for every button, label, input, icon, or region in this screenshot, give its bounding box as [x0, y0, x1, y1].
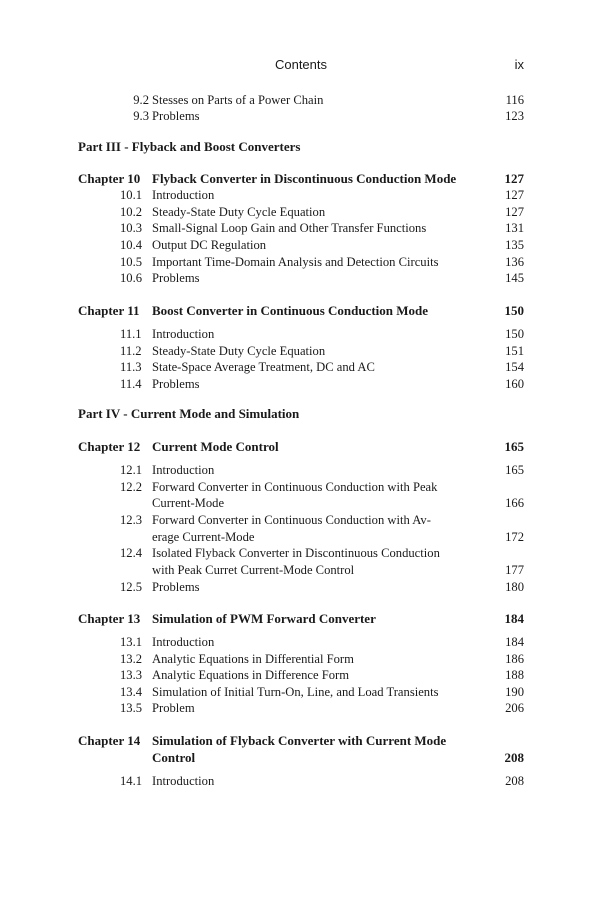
section-number: 12.2	[120, 480, 143, 494]
section-page: 123	[505, 109, 524, 123]
section-title: Steady-State Duty Cycle Equation	[152, 205, 326, 219]
section-title: Problems	[152, 271, 200, 285]
section-page: 190	[505, 685, 524, 699]
section-number: 13.3	[120, 668, 143, 682]
section-title: Analytic Equations in Differential Form	[152, 652, 354, 666]
section-number: 12.3	[120, 513, 143, 527]
header-title: Contents	[274, 57, 328, 72]
section-page: 136	[505, 255, 524, 269]
page-header	[78, 57, 524, 75]
section-title: Forward Converter in Continuous Conduction with Peak	[152, 480, 438, 494]
chapter-title: Simulation of PWM Forward Converter	[152, 611, 376, 626]
section-title: Steady-State Duty Cycle Equation	[152, 344, 326, 358]
chapter-page: 127	[504, 171, 524, 186]
chapter-page: 184	[504, 611, 524, 626]
section-title: Problems	[152, 377, 200, 391]
section-page: 150	[505, 327, 524, 341]
section-page: 135	[505, 238, 524, 252]
section-number: 13.4	[120, 685, 143, 699]
section-number: 11.2	[120, 344, 142, 358]
section-page: 151	[505, 344, 524, 358]
section-title: Output DC Regulation	[152, 238, 267, 252]
section-title: Introduction	[152, 327, 215, 341]
section-page: 145	[505, 271, 524, 285]
part-heading: Part III - Flyback and Boost Converters	[78, 139, 301, 154]
section-page: 206	[505, 701, 524, 715]
section-title: Problem	[152, 701, 195, 715]
section-number: 10.6	[120, 271, 143, 285]
section-title: Introduction	[152, 463, 215, 477]
section-page: 166	[505, 496, 524, 510]
section-page: 172	[505, 530, 524, 544]
section-page: 154	[505, 360, 524, 374]
section-number: 14.1	[120, 774, 143, 788]
section-title: Small-Signal Loop Gain and Other Transfer Functions	[152, 221, 427, 235]
section-number: 12.4	[120, 546, 143, 560]
chapter-title: Boost Converter in Continuous Conduction Mode	[152, 303, 429, 318]
section-number: 11.4	[120, 377, 142, 391]
chapter-title: Simulation of Flyback Converter with Current Mode	[152, 733, 447, 748]
section-number: 13.2	[120, 652, 143, 666]
section-number: 10.5	[120, 255, 143, 269]
chapter-label: Chapter 12	[78, 439, 141, 454]
section-page: 184	[505, 635, 524, 649]
section-page: 127	[505, 188, 524, 202]
section-page: 127	[505, 205, 524, 219]
section-title-continued: Current-Mode	[152, 496, 225, 510]
header-page-number: ix	[514, 57, 524, 72]
section-title: Introduction	[152, 188, 215, 202]
chapter-label: Chapter 10	[78, 171, 141, 186]
chapter-page: 208	[504, 750, 524, 765]
section-page: 208	[505, 774, 524, 788]
section-title: State-Space Average Treatment, DC and AC	[152, 360, 375, 374]
section-title: Introduction	[152, 774, 215, 788]
chapter-label: Chapter 14	[78, 733, 141, 748]
section-title: Simulation of Initial Turn-On, Line, and Load Transients	[152, 685, 439, 699]
section-page: 188	[505, 668, 524, 682]
section-title: Isolated Flyback Converter in Discontinuous Conduction	[152, 546, 440, 560]
section-number: 11.1	[120, 327, 142, 341]
section-number: 9.2	[133, 93, 149, 107]
section-page: 165	[505, 463, 524, 477]
section-page: 116	[505, 93, 524, 107]
section-number: 13.5	[120, 701, 143, 715]
section-title: Important Time-Domain Analysis and Detection Circuits	[152, 255, 439, 269]
section-number: 10.1	[120, 188, 143, 202]
section-number: 10.2	[120, 205, 143, 219]
section-number: 13.1	[120, 635, 143, 649]
section-title-continued: erage Current-Mode	[152, 530, 255, 544]
section-title: Problems	[152, 109, 200, 123]
section-title: Problems	[152, 580, 200, 594]
chapter-title-continued: Control	[152, 750, 196, 765]
chapter-title: Current Mode Control	[152, 439, 279, 454]
section-number: 9.3	[133, 109, 149, 123]
section-number: 12.5	[120, 580, 143, 594]
section-page: 131	[505, 221, 524, 235]
part-heading: Part IV - Current Mode and Simulation	[78, 406, 300, 421]
chapter-label: Chapter 11	[78, 303, 140, 318]
section-page: 177	[505, 563, 524, 577]
section-number: 10.4	[120, 238, 143, 252]
section-title: Stesses on Parts of a Power Chain	[152, 93, 324, 107]
chapter-page: 150	[504, 303, 524, 318]
section-number: 11.3	[120, 360, 142, 374]
section-title: Introduction	[152, 635, 215, 649]
section-title-continued: with Peak Curret Current-Mode Control	[152, 563, 355, 577]
section-page: 186	[505, 652, 524, 666]
section-page: 160	[505, 377, 524, 391]
section-number: 10.3	[120, 221, 143, 235]
section-page: 180	[505, 580, 524, 594]
section-title: Analytic Equations in Difference Form	[152, 668, 350, 682]
chapter-label: Chapter 13	[78, 611, 141, 626]
section-number: 12.1	[120, 463, 143, 477]
chapter-page: 165	[504, 439, 524, 454]
chapter-title: Flyback Converter in Discontinuous Conduction Mode	[152, 171, 457, 186]
section-title: Forward Converter in Continuous Conduction with Av-	[152, 513, 431, 527]
